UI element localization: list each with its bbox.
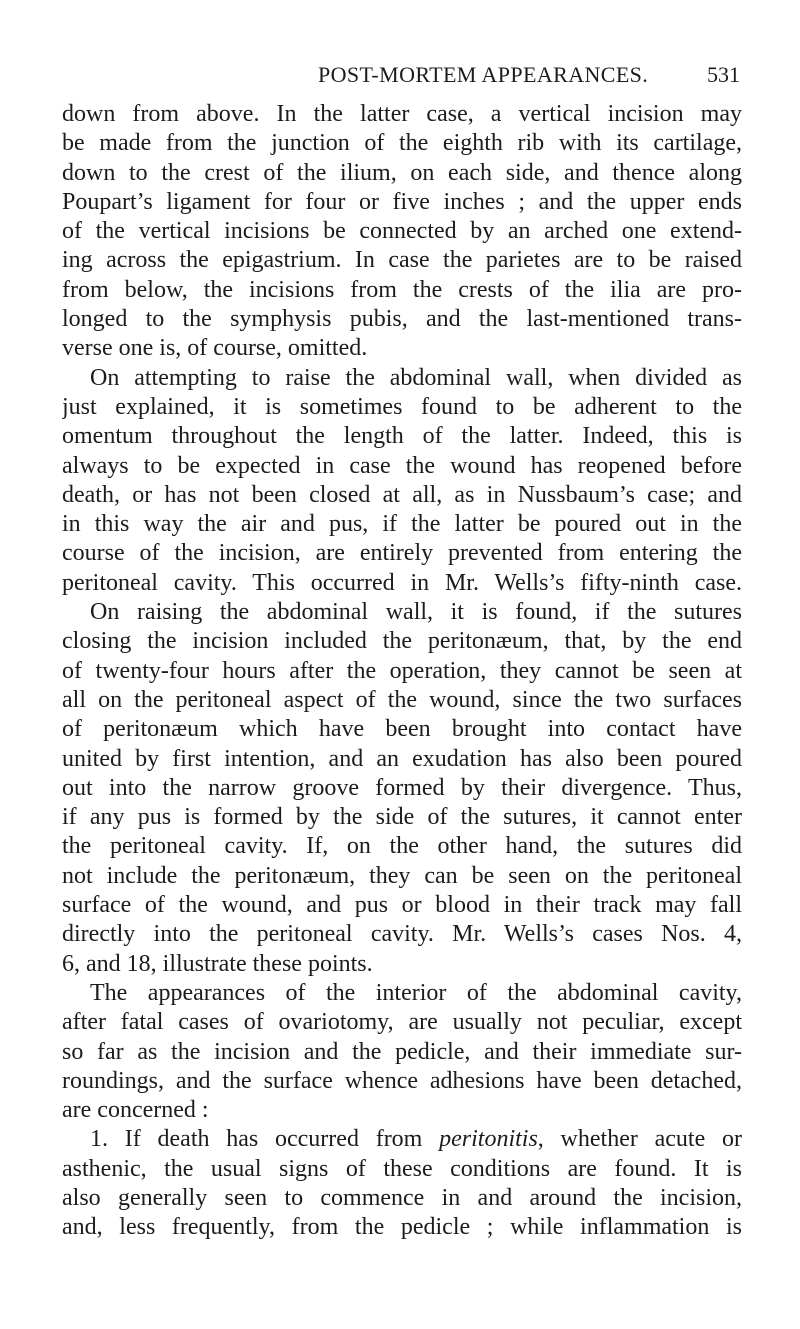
text-line: so far as the incision and the pedicle, and their immediate sur-	[62, 1038, 742, 1065]
text-line: asthenic, the usual signs of these conditions are found. It is	[62, 1155, 742, 1182]
text-span: 1. If death has occurred from	[90, 1126, 440, 1153]
text-line: On raising the abdominal wall, it is found, if the sutures	[90, 599, 742, 626]
text-line: directly into the peritoneal cavity. Mr. Wells’s cases Nos. 4,	[62, 921, 742, 948]
text-line	[62, 1125, 742, 1154]
text-line: if any pus is formed by the side of the sutures, it cannot enter	[62, 804, 742, 831]
text-line: not include the peritonæum, they can be seen on the peritoneal	[62, 862, 742, 889]
text-span: , whether acute or	[537, 1126, 742, 1153]
text-line: also generally seen to commence in and around the incision,	[62, 1184, 742, 1211]
italic-term: peritonitis	[439, 1126, 538, 1153]
text-line: down from above. In the latter case, a vertical incision may	[62, 101, 742, 127]
text-line: after fatal cases of ovariotomy, are usually not peculiar, except	[62, 1009, 742, 1036]
body-text	[62, 100, 742, 1243]
text-line: all on the peritoneal aspect of the wound, since the two surfaces	[62, 686, 742, 713]
text-line: are concerned :	[62, 1097, 209, 1124]
text-line: of the vertical incisions be connected by an arched one extend-	[62, 218, 742, 245]
text-line: Poupart’s ligament for four or five inches ; and the upper ends	[62, 188, 742, 215]
running-header	[0, 58, 800, 92]
text-line: On attempting to raise the abdominal wall, when divided as	[90, 364, 742, 391]
text-line: down to the crest of the ilium, on each side, and thence along	[62, 159, 742, 186]
text-line: closing the incision included the peritonæum, that, by the end	[62, 628, 742, 655]
text-line: roundings, and the surface whence adhesions have been detached,	[62, 1067, 742, 1094]
text-line: verse one is, of course, omitted.	[62, 335, 368, 362]
text-line: of peritonæum which have been brought into contact have	[62, 716, 742, 743]
text-line: out into the narrow groove formed by their divergence. Thus,	[62, 774, 742, 801]
running-title: POST-MORTEM APPEARANCES.	[318, 62, 649, 87]
page-number: 531	[707, 62, 740, 87]
text-line: The appearances of the interior of the abdominal cavity,	[90, 979, 742, 1006]
text-line: of twenty-four hours after the operation, they cannot be seen at	[62, 657, 742, 684]
text-line: and, less frequently, from the pedicle ; while inflammation is	[62, 1214, 742, 1241]
text-line: united by first intention, and an exudation has also been poured	[62, 745, 742, 772]
text-line: omentum throughout the length of the latter. Indeed, this is	[62, 423, 742, 450]
text-line: 6, and 18, illustrate these points.	[62, 950, 373, 977]
text-line: ing across the epigastrium. In case the parietes are to be raised	[62, 247, 742, 274]
text-line: surface of the wound, and pus or blood in their track may fall	[62, 892, 742, 919]
text-line: be made from the junction of the eighth rib with its cartilage,	[62, 130, 742, 157]
text-line: death, or has not been closed at all, as in Nussbaum’s case; and	[62, 481, 742, 508]
text-line: course of the incision, are entirely prevented from entering the	[62, 540, 742, 567]
text-line: from below, the incisions from the crests of the ilia are pro-	[62, 276, 742, 303]
text-line: the peritoneal cavity. If, on the other hand, the sutures did	[62, 833, 742, 860]
text-line: in this way the air and pus, if the latter be poured out in the	[62, 511, 742, 538]
text-line: longed to the symphysis pubis, and the last-mentioned trans-	[62, 306, 742, 333]
text-line: peritoneal cavity. This occurred in Mr. Wells’s fifty-ninth case.	[62, 569, 742, 596]
text-line: just explained, it is sometimes found to be adherent to the	[62, 393, 742, 420]
text-line: always to be expected in case the wound has reopened before	[62, 452, 742, 479]
